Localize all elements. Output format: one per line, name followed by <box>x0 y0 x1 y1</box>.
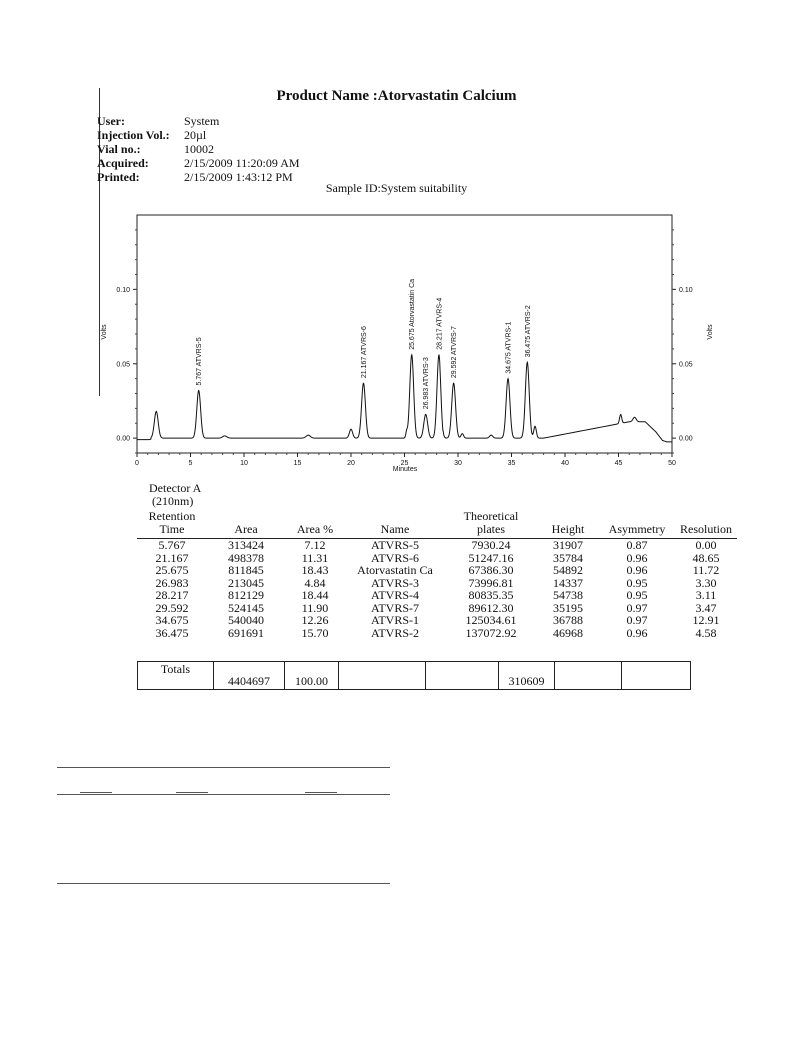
meta-user <box>97 114 219 128</box>
table-cell: 540040 <box>228 613 264 627</box>
column-header: Resolution <box>675 510 737 539</box>
table-cell: 12.26 <box>301 613 329 627</box>
peak-label: 34.675 ATVRS-1 <box>505 321 513 374</box>
x-tick-label: 15 <box>293 460 302 467</box>
column-header: Asymmetry <box>599 510 675 539</box>
totals-empty <box>622 662 691 690</box>
table-cell: 36788 <box>553 613 583 627</box>
chromatogram-chart <box>100 210 720 475</box>
results-table <box>137 482 737 639</box>
meta-label: Vial no.: <box>97 142 141 156</box>
y-tick-label: 0.10 <box>116 286 130 294</box>
x-tick-label: 45 <box>614 460 623 467</box>
y-tick-label-right: 0.05 <box>679 361 693 369</box>
table-cell: 29.592 <box>155 600 189 615</box>
table-cell: 21.167 <box>155 550 189 565</box>
table-row <box>137 589 737 602</box>
plot-frame <box>137 215 672 453</box>
table-cell: 36.475 <box>155 625 189 640</box>
table-header-row <box>137 510 737 539</box>
table-cell: 4.58 <box>695 625 717 640</box>
column-header: Height <box>537 510 599 539</box>
table-cell: 0.96 <box>626 563 648 577</box>
y-axis-label: Volts <box>101 324 108 340</box>
table-row <box>137 614 737 627</box>
table-cell: 498378 <box>228 550 264 565</box>
table-cell: 48.65 <box>692 550 720 565</box>
peak-label: 36.475 ATVRS-2 <box>524 305 532 358</box>
meta-value: System <box>184 114 220 128</box>
table-cell: 11.31 <box>301 550 329 565</box>
x-axis-label: Minutes <box>392 466 418 473</box>
table-cell: 14337 <box>553 575 583 590</box>
table-cell: 4.84 <box>304 575 326 590</box>
table-cell: 25.675 <box>155 563 189 577</box>
table-cell: 213045 <box>228 575 264 590</box>
table-cell: ATVRS-4 <box>370 588 419 602</box>
column-header: Name <box>345 510 445 539</box>
divider-line <box>57 883 390 884</box>
peak-label: 25.675 Atorvastatin Ca <box>409 278 417 350</box>
y-tick-label-right: 0.10 <box>679 286 693 294</box>
table-cell: 0.95 <box>626 588 648 602</box>
table-cell: 524145 <box>228 600 264 615</box>
table-cell: 46968 <box>553 625 583 640</box>
table-cell: ATVRS-6 <box>370 550 419 565</box>
table-cell: 0.97 <box>626 613 648 627</box>
table-cell: 54738 <box>553 588 583 602</box>
detector-label <box>137 482 285 510</box>
meta-vial-no <box>97 142 214 156</box>
meta-label: Injection Vol.: <box>97 128 170 142</box>
table-cell: ATVRS-2 <box>370 625 419 640</box>
table-cell: 80835.35 <box>468 588 514 602</box>
x-tick-label: 30 <box>454 460 462 467</box>
table-cell: 313424 <box>228 538 264 552</box>
x-tick-label: 10 <box>240 460 248 467</box>
table-cell: 0.96 <box>626 625 648 640</box>
column-header: Theoretical plates <box>445 510 537 539</box>
table-cell: 11.72 <box>692 563 720 577</box>
y-axis-label-right: Volts <box>707 324 714 340</box>
table-cell: 34.675 <box>155 613 189 627</box>
totals-area: 4404697 <box>214 662 285 690</box>
divider-tick <box>176 792 208 793</box>
table-cell: 51247.16 <box>468 550 514 565</box>
sample-id: Sample ID:System suitability <box>325 181 468 195</box>
table-cell: 18.44 <box>301 588 329 602</box>
table-cell: 691691 <box>228 625 264 640</box>
meta-injection-volume <box>97 128 206 142</box>
table-cell: 26.983 <box>155 575 189 590</box>
table-body <box>137 539 737 640</box>
totals-empty <box>426 662 499 690</box>
table-cell: 7.12 <box>304 538 326 552</box>
meta-value: 2/15/2009 11:20:09 AM <box>184 156 300 170</box>
table-cell: 3.30 <box>695 575 717 590</box>
table-cell: 7930.24 <box>471 538 511 552</box>
meta-value: 2/15/2009 1:43:12 PM <box>184 170 293 184</box>
table-cell: 811845 <box>228 563 264 577</box>
table-cell: 0.87 <box>626 538 648 552</box>
table-cell: 12.91 <box>692 613 720 627</box>
x-tick-label: 5 <box>188 460 193 467</box>
totals-empty <box>555 662 622 690</box>
meta-label: User: <box>97 114 125 128</box>
table-cell: 3.47 <box>695 600 717 615</box>
table-row <box>137 564 737 577</box>
peak-label: 5.767 ATVRS-5 <box>196 337 204 386</box>
totals-table <box>137 661 691 690</box>
divider-tick <box>305 792 337 793</box>
peak-label: 21.167 ATVRS-6 <box>361 326 368 379</box>
detector-wavelength: (210nm) <box>152 494 194 508</box>
table-cell: ATVRS-5 <box>370 538 419 552</box>
table-cell: 15.70 <box>301 625 329 640</box>
table-cell: 18.43 <box>301 563 329 577</box>
table-cell: 67386.30 <box>468 563 514 577</box>
peak-label: 28.217 ATVRS-4 <box>436 297 444 350</box>
table-cell: 31907 <box>553 538 583 552</box>
table-cell: 28.217 <box>155 588 189 602</box>
y-tick-label: 0.05 <box>116 361 130 369</box>
table-cell: 89612.30 <box>468 600 514 615</box>
peak-label: 26.983 ATVRS-3 <box>423 357 431 410</box>
table-cell: ATVRS-3 <box>370 575 419 590</box>
meta-acquired <box>97 156 300 170</box>
totals-area-pct: 100.00 <box>285 662 339 690</box>
table-cell: 125034.61 <box>465 613 517 627</box>
table-row <box>137 539 737 552</box>
column-header: Retention Time <box>137 510 207 539</box>
totals-height: 310609 <box>499 662 555 690</box>
x-tick-label: 0 <box>135 460 139 467</box>
table-cell: 137072.92 <box>465 625 517 640</box>
detector-name: Detector A <box>149 481 202 495</box>
meta-label: Printed: <box>97 170 140 184</box>
x-tick-label: 50 <box>668 460 676 467</box>
table-cell: 812129 <box>228 588 264 602</box>
x-tick-label: 40 <box>561 460 569 467</box>
table-cell: 0.97 <box>626 600 648 615</box>
table-cell: ATVRS-1 <box>370 613 419 627</box>
divider-tick <box>80 792 112 793</box>
meta-label: Acquired: <box>97 156 149 170</box>
table-cell: 73996.81 <box>468 575 514 590</box>
x-tick-label: 35 <box>507 460 516 467</box>
table-cell: ATVRS-7 <box>370 600 419 615</box>
page-title: Product Name :Atorvastatin Calcium <box>276 88 517 104</box>
x-axis <box>135 453 676 467</box>
totals-empty <box>339 662 426 690</box>
peak-label: 29.592 ATVRS-7 <box>451 326 459 379</box>
meta-value: 10002 <box>184 142 214 156</box>
divider-line <box>57 794 390 795</box>
table-cell: 35784 <box>553 550 583 565</box>
chromatogram-trace <box>137 355 672 442</box>
divider-line <box>57 767 390 768</box>
table-cell: 11.90 <box>301 600 329 615</box>
x-tick-label: 20 <box>347 460 355 467</box>
table-cell: 54892 <box>553 563 583 577</box>
table-cell: Atorvastatin Ca <box>357 563 433 577</box>
column-header: Area <box>207 510 285 539</box>
x-tick-label: 25 <box>400 460 409 467</box>
table-cell: 35195 <box>553 600 583 615</box>
totals-label: Totals <box>138 662 214 690</box>
y-tick-label: 0.00 <box>116 435 130 443</box>
y-tick-label-right: 0.00 <box>679 435 693 443</box>
table-cell: 3.11 <box>695 588 717 602</box>
meta-value: 20µl <box>184 128 207 142</box>
column-header: Area % <box>285 510 345 539</box>
table-row <box>137 627 737 640</box>
table-cell: 0.95 <box>626 575 648 590</box>
table-cell: 5.767 <box>158 538 186 552</box>
table-cell: 0.96 <box>626 550 648 565</box>
table-cell: 0.00 <box>695 538 717 552</box>
